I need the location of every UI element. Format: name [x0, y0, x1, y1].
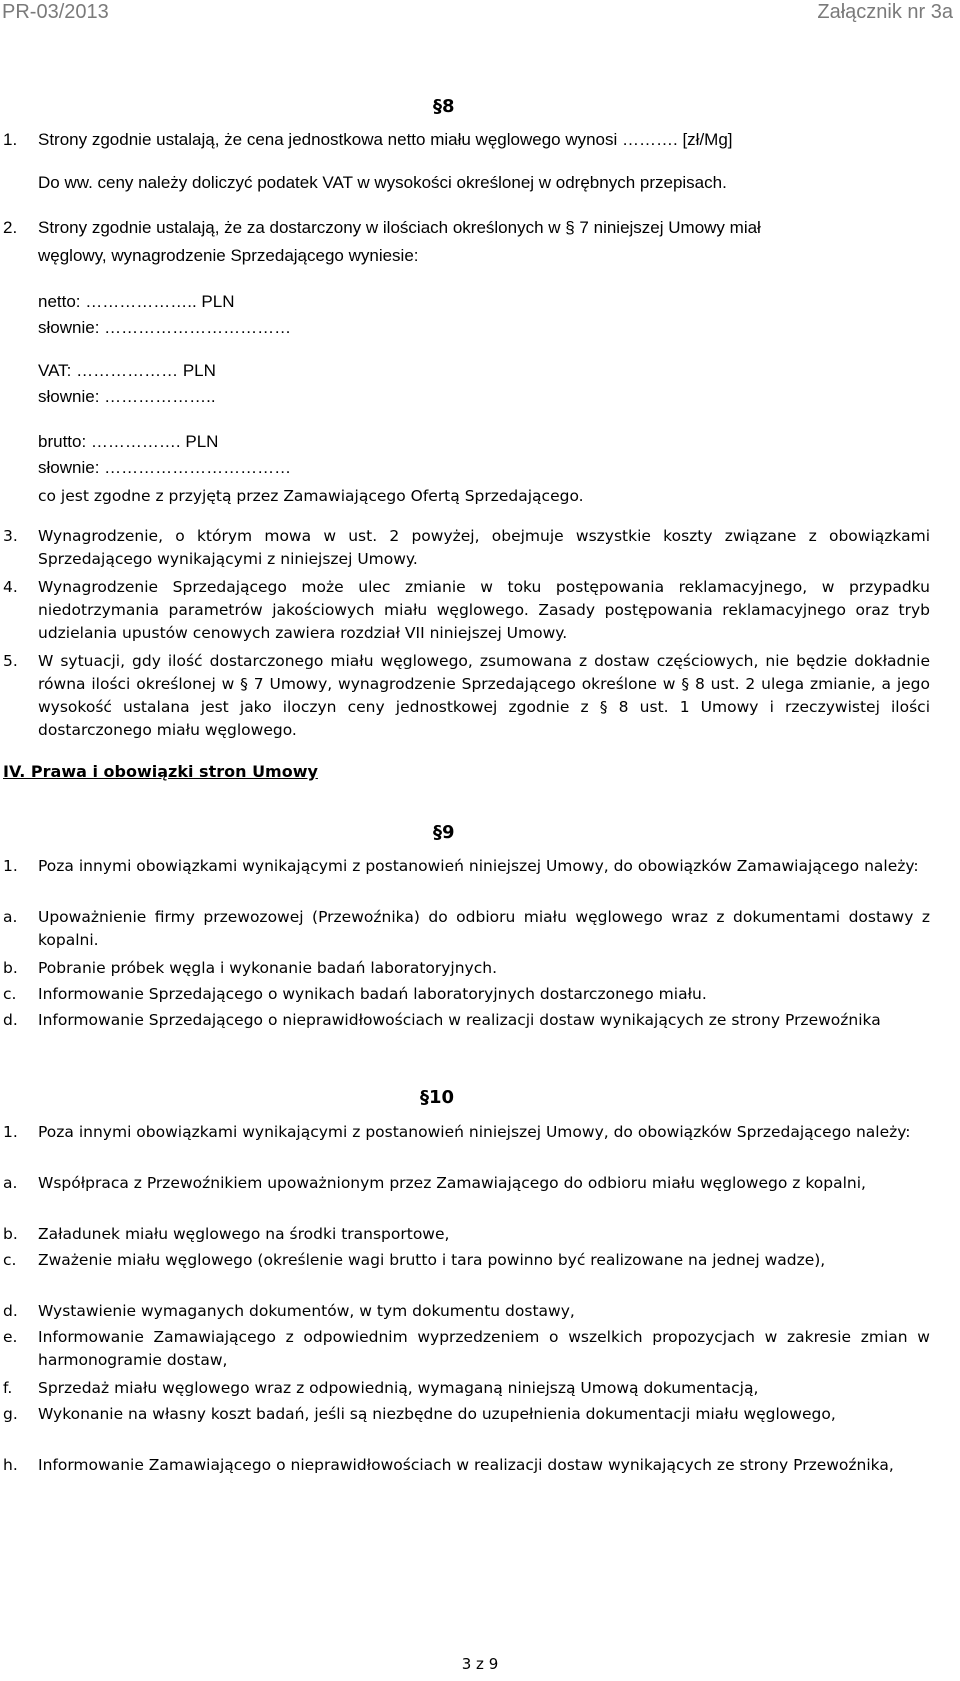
brutto-words: słownie: …………………………… — [38, 458, 292, 477]
para-text: Wynagrodzenie Sprzedającego może ulec zmianie w toku postępowania reklamacyjnego, w przypadku niedotrzymania parametrów jakościowych miału węglowego. Zasady postępowania reklamacyjnego oraz tryb udzielania upustów cenowych zawiera rozdział VII niniejszej Umowy. — [38, 578, 930, 642]
para-number: 2. — [3, 218, 18, 237]
item-text: Wystawienie wymaganych dokumentów, w tym dokumentu dostawy, — [38, 1302, 575, 1320]
offer-compliance-note: co jest zgodne z przyjętą przez Zamawiającego Ofertą Sprzedającego. — [38, 487, 584, 505]
attachment-label: Załącznik nr 3a — [817, 1, 953, 23]
item-text: Zważenie miału węglowego (określenie wagi brutto i tara powinno być realizowane na jednej wadze), — [38, 1251, 826, 1269]
item-letter: a. — [3, 1174, 18, 1192]
chapter-heading: IV. Prawa i obowiązki stron Umowy — [3, 762, 318, 781]
item-text: Informowanie Zamawiającego o nieprawidłowościach w realizacji dostaw wynikających ze strony Przewoźnika, — [38, 1456, 894, 1474]
item-text: Wykonanie na własny koszt badań, jeśli są niezbędne do uzupełnienia dokumentacji miału węglowego, — [38, 1405, 836, 1423]
netto-amount: netto: ……………….. PLN — [38, 292, 235, 311]
item-letter: d. — [3, 1302, 18, 1320]
netto-words: słownie: …………………………… — [38, 318, 292, 337]
item-letter: c. — [3, 1251, 17, 1269]
item-text: Informowanie Sprzedającego o wynikach badań laboratoryjnych dostarczonego miału. — [38, 985, 707, 1003]
para-text: Do ww. ceny należy doliczyć podatek VAT w wysokości określonej w odrębnych przepisach. — [38, 173, 727, 192]
item-text: Informowanie Zamawiającego z odpowiednim wyprzedzeniem o wszelkich propozycjach w zakresie zmian w harmonogramie dostaw, — [38, 1328, 930, 1369]
para-number: 5. — [3, 652, 18, 670]
page-header — [0, 0, 960, 34]
para-text: Poza innymi obowiązkami wynikającymi z postanowień niniejszej Umowy, do obowiązków Zamawiającego należy: — [38, 857, 919, 875]
item-letter: c. — [3, 985, 17, 1003]
para-text: Poza innymi obowiązkami wynikającymi z postanowień niniejszej Umowy, do obowiązków Sprzedającego należy: — [38, 1123, 911, 1141]
para-text: węglowy, wynagrodzenie Sprzedającego wyniesie: — [38, 246, 419, 265]
item-letter: b. — [3, 1225, 18, 1243]
page-number: 3 z 9 — [461, 1655, 499, 1673]
item-text: Informowanie Sprzedającego o nieprawidłowościach w realizacji dostaw wynikających ze strony Przewoźnika — [38, 1011, 881, 1029]
para-number: 1. — [3, 130, 18, 149]
vat-amount: VAT: ……………… PLN — [38, 361, 216, 380]
para-number: 3. — [3, 527, 18, 545]
section-9-title: §9 — [433, 822, 455, 843]
item-text: Pobranie próbek węgla i wykonanie badań laboratoryjnych. — [38, 959, 498, 977]
section-10-title: §10 — [420, 1087, 455, 1108]
item-text: Upoważnienie firmy przewozowej (Przewoźnika) do odbioru miału węglowego wraz z dokumentami dostawy z kopalni. — [38, 908, 930, 949]
para-text: W sytuacji, gdy ilość dostarczonego miału węglowego, zsumowana z dostaw częściowych, nie będzie dokładnie równa ilości określonej w § 7 Umowy, wynagrodzenie Sprzedającego określone w § 8 ust. 2 ulega zmianie, a jego wysokość ustalana jest jako iloczyn ceny jednostkowej zgodnie z § 8 ust. 1 Umowy i rzeczywistej ilości dostarczonego miału węglowego. — [38, 652, 930, 739]
section-8-title: §8 — [433, 96, 455, 117]
document-code: PR-03/2013 — [2, 1, 109, 23]
item-letter: h. — [3, 1456, 18, 1474]
item-text: Współpraca z Przewoźnikiem upoważnionym przez Zamawiającego do odbioru miału węglowego z kopalni, — [38, 1174, 866, 1192]
item-letter: g. — [3, 1405, 18, 1423]
item-letter: d. — [3, 1011, 18, 1029]
para-number: 1. — [3, 1123, 18, 1141]
para-number: 4. — [3, 578, 18, 596]
item-letter: b. — [3, 959, 18, 977]
item-letter: f. — [3, 1379, 13, 1397]
item-letter: a. — [3, 908, 18, 926]
para-text: Strony zgodnie ustalają, że za dostarczony w ilościach określonych w § 7 niniejszej Umowy miał — [38, 218, 761, 237]
para-text: Wynagrodzenie, o którym mowa w ust. 2 powyżej, obejmuje wszystkie koszty związane z obowiązkami Sprzedającego wynikającymi z niniejszej Umowy. — [38, 527, 930, 568]
brutto-amount: brutto: ……………. PLN — [38, 432, 219, 451]
vat-words: słownie: ……………….. — [38, 387, 216, 406]
para-number: 1. — [3, 857, 18, 875]
item-text: Sprzedaż miału węglowego wraz z odpowiednią, wymaganą niniejszą Umową dokumentacją, — [38, 1379, 759, 1397]
item-letter: e. — [3, 1328, 18, 1346]
para-text: Strony zgodnie ustalają, że cena jednostkowa netto miału węglowego wynosi ………. [zł/Mg] — [38, 130, 733, 149]
item-text: Załadunek miału węglowego na środki transportowe, — [38, 1225, 450, 1243]
